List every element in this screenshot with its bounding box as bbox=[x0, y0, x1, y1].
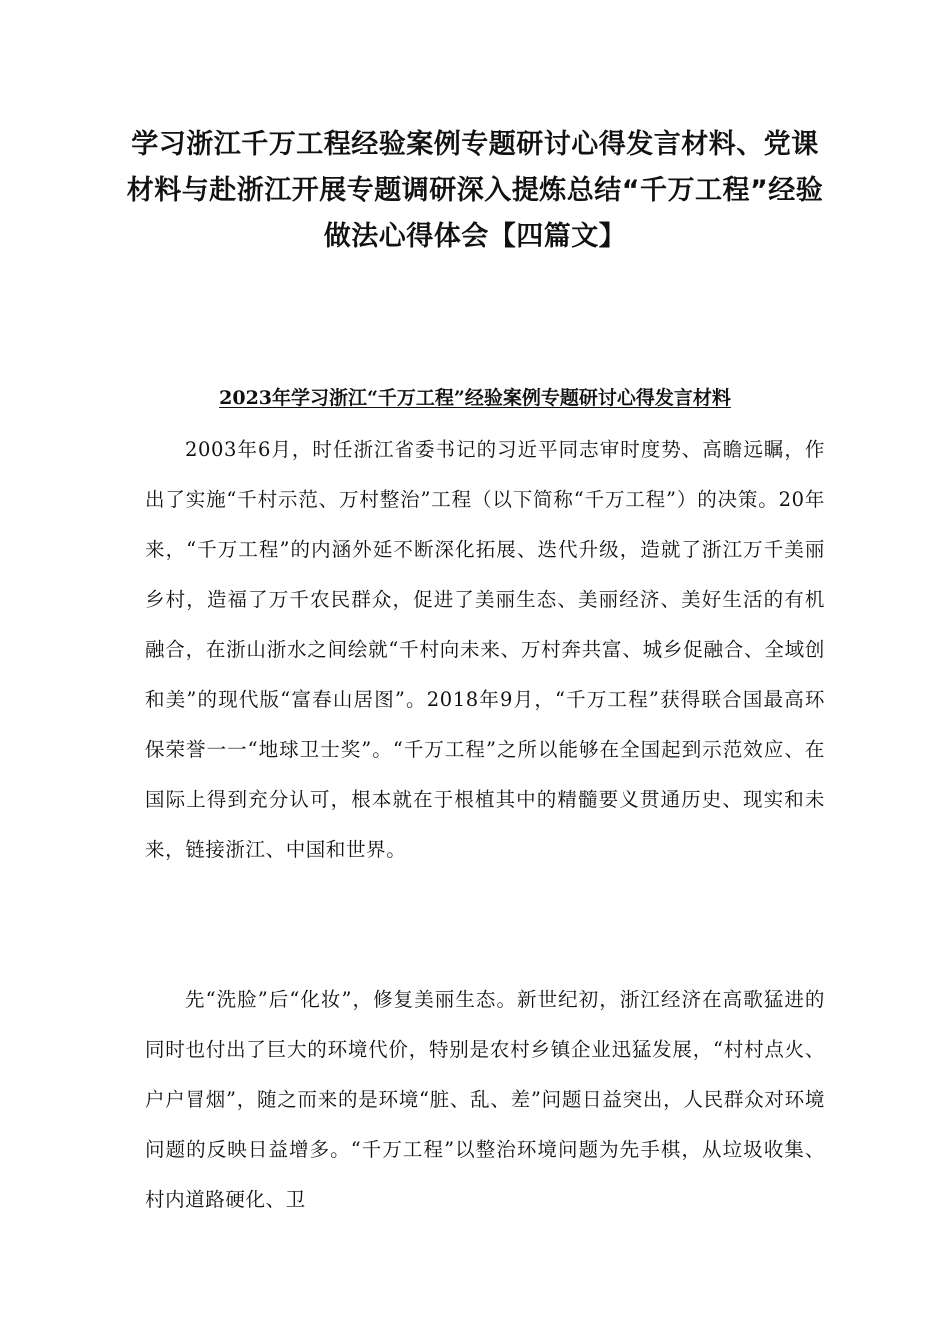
document-title: 学习浙江千万工程经验案例专题研讨心得发言材料、党课材料与赴浙江开展专题调研深入提炼总结“千万工程”经验做法心得体会【四篇文】 bbox=[126, 129, 824, 252]
paragraph-2: 先“洗脸”后“化妆”，修复美丽生态。新世纪初，浙江经济在高歌猛进的同时也付出了巨大的环境代价，特别是农村乡镇企业迅猛发展，“村村点火、户户冒烟”，随之而来的是环境“脏、乱、差”问题日益突出，人民群众对环境问题的反映日益增多。“千万工程”以整治环境问题为先手棋，从垃圾收集、村内道路硬化、卫 bbox=[145, 988, 825, 1211]
paragraph-1: 2003年6月，时任浙江省委书记的习近平同志审时度势、高瞻远瞩，作出了实施“千村示范、万村整治”工程（以下简称“千万工程”）的决策。20年来，“千万工程”的内涵外延不断深化拓展、迭代升级，造就了浙江万千美丽乡村，造福了万千农民群众，促进了美丽生态、美丽经济、美好生活的有机融合，在浙山浙水之间绘就“千村向未来、万村奔共富、城乡促融合、全域创和美”的现代版“富春山居图”。2018年9月，“千万工程”获得联合国最高环保荣誉一一“地球卫士奖”。“千万工程”之所以能够在全国起到示范效应、在国际上得到充分认可，根本就在于根植其中的精髓要义贯通历史、现实和未来，链接浙江、中国和世界。 bbox=[145, 438, 825, 861]
section-title: 2023年学习浙江“千万工程”经验案例专题研讨心得发言材料 bbox=[219, 387, 731, 409]
